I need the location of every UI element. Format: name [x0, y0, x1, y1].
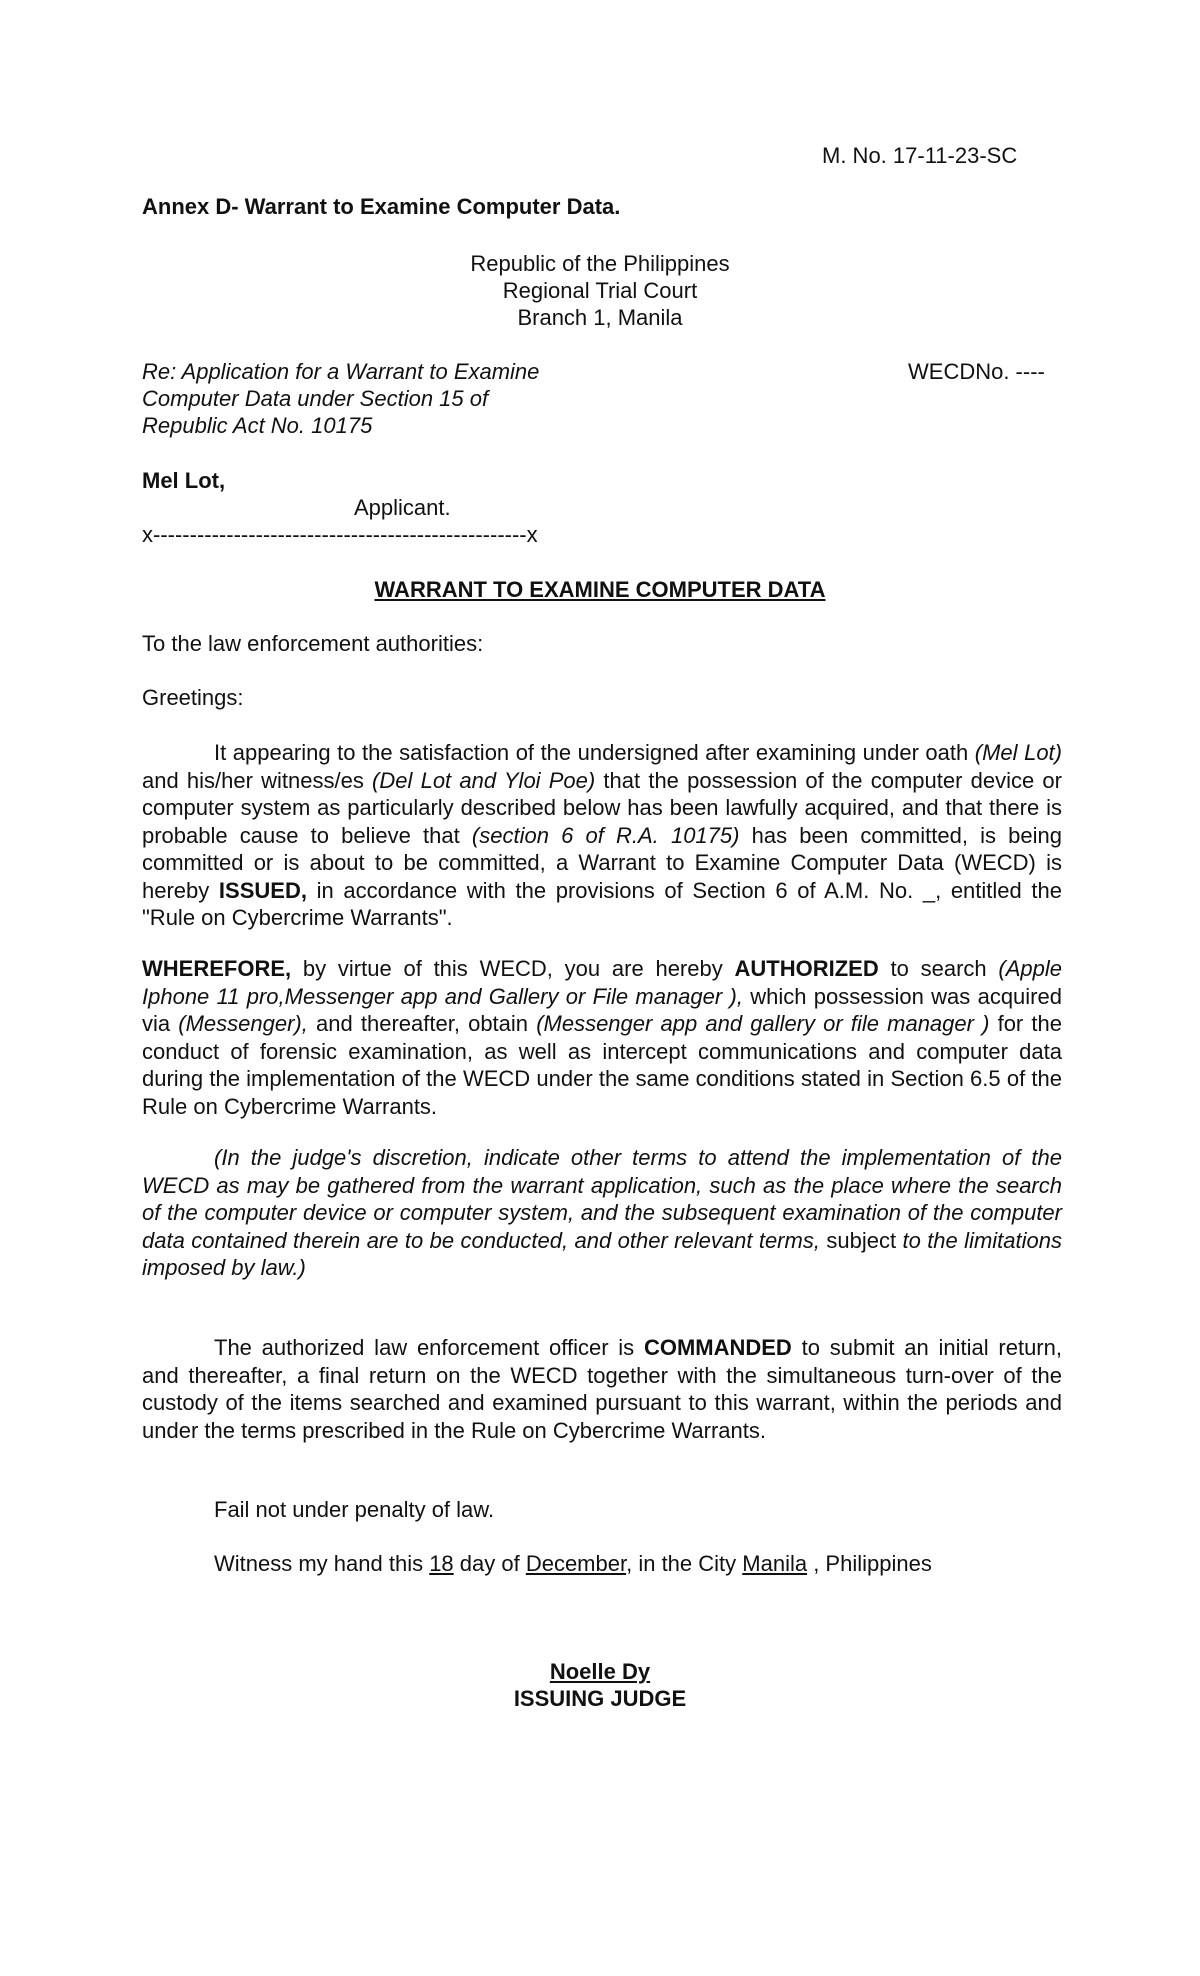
text: to the limitations imposed by law.)	[142, 1227, 1062, 1280]
witness-month: December	[525, 1551, 627, 1576]
judge-name: Noelle Dy	[549, 1659, 651, 1684]
paragraph-judge-discretion	[142, 1144, 1062, 1282]
applicant-label: Applicant.	[354, 495, 451, 520]
case-re-line: Re: Application for a Warrant to Examine	[142, 359, 540, 384]
case-re-line: Republic Act No. 10175	[142, 413, 373, 438]
text: day of	[453, 1551, 526, 1576]
text: has been committed, is being committed or is about to be committed, a Warrant to Examine Computer Data (WECD) is hereby	[142, 822, 1062, 903]
text: to search	[878, 956, 999, 981]
witness-ref: (Del Lot and Yloi Poe)	[372, 767, 596, 793]
text: It appearing to the satisfaction of the undersigned after examining under oath	[214, 740, 975, 765]
data-ref: (Messenger app and gallery or file manager )	[536, 1011, 990, 1036]
text: , Philippines	[807, 1551, 932, 1576]
judge-title: ISSUING JUDGE	[513, 1686, 687, 1711]
text: , in the City	[626, 1551, 743, 1576]
text: to submit an initial return, and thereafter, a final return on the WECD together with the simultaneous turn-over of the custody of the items searched and examined pursuant to this warrant, within the periods and under the terms prescribed in the Rule on Cybercrime Warrants.	[142, 1335, 1062, 1443]
commanded-emphasis: COMMANDED	[643, 1335, 792, 1360]
document-title: WARRANT TO EXAMINE COMPUTER DATA	[374, 577, 826, 602]
text: that the possession of the computer device or computer system as particularly described below has been lawfully acquired, and that there is probable cause to believe that	[142, 767, 1062, 848]
acquisition-ref: (Messenger),	[178, 1011, 308, 1036]
caption-separator: x---------------------------------------------------x	[142, 522, 538, 547]
fail-not-line: Fail not under penalty of law.	[214, 1497, 495, 1522]
salutation-greetings: Greetings:	[142, 685, 244, 710]
paragraph-commanded	[142, 1334, 1062, 1444]
text: (In the judge's discretion, indicate other terms to attend the implementation of the WECD as may be gathered from the warrant application, such as the place where the search of the computer device or computer system, and the subsequent examination of the computer data contained therein are to be conducted, and other relevant terms,	[142, 1145, 1062, 1253]
device-ref: (Apple Iphone 11 pro,Messenger app and Gallery or File manager ),	[142, 956, 1062, 1009]
annex-title: Annex D- Warrant to Examine Computer Data.	[142, 194, 621, 219]
text: and his/her witness/es	[142, 767, 373, 793]
text: The authorized law enforcement officer is	[214, 1335, 644, 1360]
text: by virtue of this WECD, you are hereby	[291, 956, 735, 981]
authorized-emphasis: AUTHORIZED	[734, 956, 879, 981]
text: for the conduct of forensic examination, as well as intercept communications and computer data during the implementation of the WECD under the same conditions stated in Section 6.5 of the Rule on Cybercrime Warrants.	[142, 1011, 1062, 1119]
case-re-block	[142, 358, 539, 439]
court-name: Regional Trial Court	[502, 278, 698, 303]
applicant-name: Mel Lot,	[142, 468, 226, 493]
court-country: Republic of the Philippines	[470, 251, 730, 276]
text: Witness my hand this	[214, 1551, 430, 1576]
paragraph-appearing	[142, 739, 1062, 932]
text: subject	[819, 1227, 903, 1253]
court-heading	[400, 250, 800, 331]
signature-block	[400, 1658, 800, 1712]
salutation-to: To the law enforcement authorities:	[142, 631, 484, 656]
wherefore-emphasis: WHEREFORE,	[142, 956, 292, 981]
issued-emphasis: ISSUED,	[218, 877, 307, 903]
wecd-number: WECDNo. ----	[908, 359, 1045, 384]
witness-line	[214, 1550, 932, 1577]
text: and thereafter, obtain	[307, 1011, 537, 1036]
text: in accordance with the provisions of Section 6 of A.M. No. _, entitled the "Rule on Cybercrime Warrants".	[142, 877, 1062, 930]
text: which possession was acquired via	[142, 983, 1062, 1036]
offense-ref: (section 6 of R.A. 10175)	[471, 822, 740, 848]
applicant-ref: (Mel Lot)	[974, 740, 1062, 765]
case-re-line: Computer Data under Section 15 of	[142, 386, 489, 411]
court-branch: Branch 1, Manila	[517, 305, 683, 330]
memo-number: M. No. 17-11-23-SC	[822, 143, 1018, 168]
witness-day: 18	[429, 1551, 454, 1576]
paragraph-wherefore	[142, 955, 1062, 1120]
witness-city: Manila	[742, 1551, 808, 1576]
